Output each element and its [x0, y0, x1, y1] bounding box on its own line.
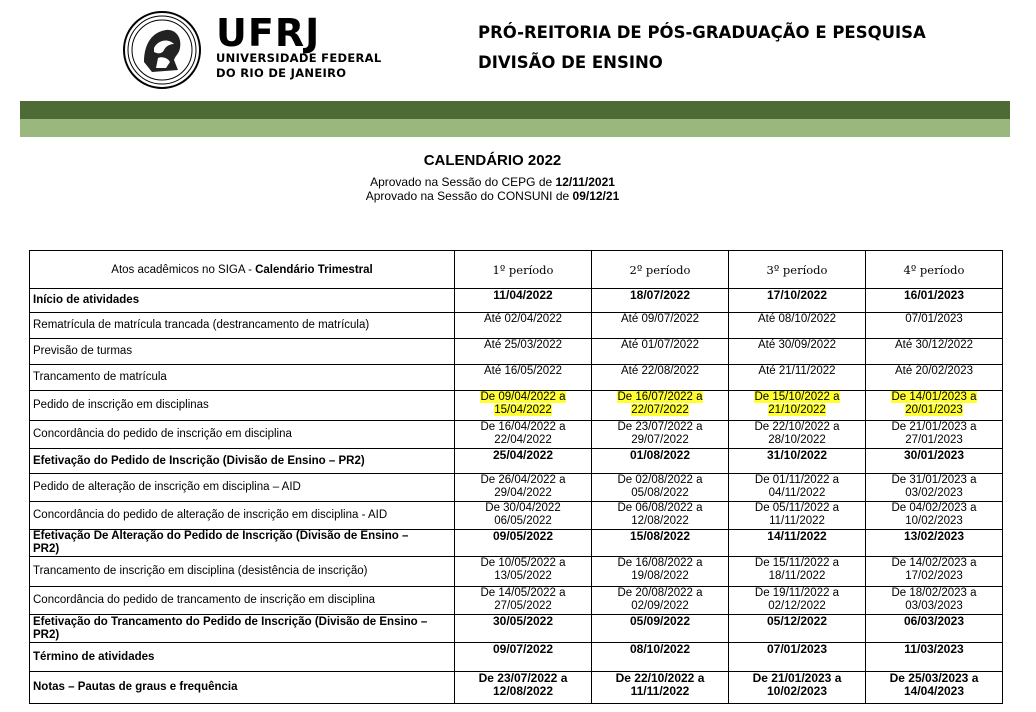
date-cell-period-3: 14/11/2022 — [729, 530, 866, 557]
date-cell-period-2: Até 09/07/2022 — [592, 313, 729, 339]
row-label: Concordância do pedido de inscrição em disciplina — [30, 421, 455, 449]
table-row — [30, 474, 1003, 502]
date-cell-period-4: 13/02/2023 — [866, 530, 1003, 557]
brand-subtitle-line2: DO RIO DE JANEIRO — [216, 66, 347, 80]
row-label: Concordância do pedido de trancamento de inscrição em disciplina — [30, 587, 455, 615]
table-row — [30, 339, 1003, 365]
date-cell-period-3: Até 21/11/2022 — [729, 365, 866, 391]
header-period-4: 4º período — [866, 251, 1003, 289]
department-heading — [478, 18, 926, 78]
row-label: Término de atividades — [30, 643, 455, 672]
date-cell-period-3: Até 08/10/2022 — [729, 313, 866, 339]
row-label: Rematrícula de matrícula trancada (destrancamento de matrícula) — [30, 313, 455, 339]
date-cell-period-1: De 16/04/2022 a 22/04/2022 — [455, 421, 592, 449]
brand-subtitle-line1: UNIVERSIDADE FEDERAL — [216, 51, 382, 65]
approval-cepg-text: Aprovado na Sessão do CEPG de — [370, 175, 556, 189]
date-cell-period-2: Até 22/08/2022 — [592, 365, 729, 391]
date-cell-period-4: De 14/02/2023 a 17/02/2023 — [866, 557, 1003, 587]
date-cell-period-3: 05/12/2022 — [729, 615, 866, 643]
date-cell-period-2: 01/08/2022 — [592, 449, 729, 474]
row-label: Notas – Pautas de graus e frequência — [30, 672, 455, 704]
date-cell-period-3: 31/10/2022 — [729, 449, 866, 474]
header-band-light — [20, 119, 1010, 137]
date-cell-period-3: Até 30/09/2022 — [729, 339, 866, 365]
date-cell-period-3 — [729, 391, 866, 421]
approval-consuni-text: Aprovado na Sessão do CONSUNI de — [365, 189, 573, 203]
date-cell-period-1: De 30/04/2022 06/05/2022 — [455, 502, 592, 530]
date-cell-period-3: De 19/11/2022 a 02/12/2022 — [729, 587, 866, 615]
date-cell-period-1: 09/07/2022 — [455, 643, 592, 672]
date-cell-period-4: 11/03/2023 — [866, 643, 1003, 672]
date-cell-period-4: De 18/02/2023 a 03/03/2023 — [866, 587, 1003, 615]
date-cell-period-3: 17/10/2022 — [729, 289, 866, 313]
highlighted-date-range: De 09/04/2022 a 15/04/2022 — [480, 391, 566, 416]
brand-block — [216, 11, 382, 80]
table-row — [30, 615, 1003, 643]
ufrj-seal-logo — [122, 10, 202, 90]
date-cell-period-2: 08/10/2022 — [592, 643, 729, 672]
header-period-3: 3º período — [729, 251, 866, 289]
row-label: Previsão de turmas — [30, 339, 455, 365]
table-header-row — [30, 251, 1003, 289]
calendar-table — [29, 250, 1003, 704]
date-cell-period-3: De 21/01/2023 a 10/02/2023 — [729, 672, 866, 704]
date-cell-period-2: 05/09/2022 — [592, 615, 729, 643]
table-row — [30, 365, 1003, 391]
header-acts-bold: Calendário Trimestral — [255, 263, 373, 276]
date-cell-period-4: 30/01/2023 — [866, 449, 1003, 474]
row-label: Início de atividades — [30, 289, 455, 313]
date-cell-period-2: De 06/08/2022 a 12/08/2022 — [592, 502, 729, 530]
highlighted-date-range: De 16/07/2022 a 22/07/2022 — [617, 391, 703, 416]
approval-consuni-date: 09/12/21 — [572, 189, 620, 203]
header-acts-cell — [30, 251, 455, 289]
date-cell-period-1: 25/04/2022 — [455, 449, 592, 474]
table-row — [30, 502, 1003, 530]
highlighted-date-range: De 14/01/2023 a 20/01/2023 — [891, 391, 977, 416]
date-cell-period-3: 07/01/2023 — [729, 643, 866, 672]
date-cell-period-2: 18/07/2022 — [592, 289, 729, 313]
date-cell-period-4: De 31/01/2023 a 03/02/2023 — [866, 474, 1003, 502]
department-line1: PRÓ-REITORIA DE PÓS-GRADUAÇÃO E PESQUISA — [478, 23, 926, 42]
date-cell-period-1: De 14/05/2022 a 27/05/2022 — [455, 587, 592, 615]
date-cell-period-4: Até 20/02/2023 — [866, 365, 1003, 391]
date-cell-period-2: De 22/10/2022 a 11/11/2022 — [592, 672, 729, 704]
date-cell-period-3: De 15/11/2022 a 18/11/2022 — [729, 557, 866, 587]
table-row — [30, 313, 1003, 339]
table-row — [30, 557, 1003, 587]
row-label: Efetivação do Pedido de Inscrição (Divisão de Ensino – PR2) — [30, 449, 455, 474]
header-period-1: 1º período — [455, 251, 592, 289]
header-band-dark — [20, 101, 1010, 119]
date-cell-period-4: De 04/02/2023 a 10/02/2023 — [866, 502, 1003, 530]
table-row — [30, 672, 1003, 704]
date-cell-period-4: Até 30/12/2022 — [866, 339, 1003, 365]
date-cell-period-1: Até 16/05/2022 — [455, 365, 592, 391]
approval-cepg-date: 12/11/2021 — [555, 175, 615, 189]
date-cell-period-4 — [866, 391, 1003, 421]
row-label: Concordância do pedido de alteração de inscrição em disciplina - AID — [30, 502, 455, 530]
table-row — [30, 391, 1003, 421]
table-row — [30, 530, 1003, 557]
header-period-2: 2º período — [592, 251, 729, 289]
date-cell-period-4: De 25/03/2023 a 14/04/2023 — [866, 672, 1003, 704]
date-cell-period-1: 11/04/2022 — [455, 289, 592, 313]
date-cell-period-4: 16/01/2023 — [866, 289, 1003, 313]
date-cell-period-1: De 26/04/2022 a 29/04/2022 — [455, 474, 592, 502]
date-cell-period-3: De 01/11/2022 a 04/11/2022 — [729, 474, 866, 502]
row-label: Pedido de alteração de inscrição em disciplina – AID — [30, 474, 455, 502]
date-cell-period-1: De 23/07/2022 a 12/08/2022 — [455, 672, 592, 704]
highlighted-date-range: De 15/10/2022 a 21/10/2022 — [754, 391, 840, 416]
date-cell-period-2: De 20/08/2022 a 02/09/2022 — [592, 587, 729, 615]
row-label: Efetivação De Alteração do Pedido de Inscrição (Divisão de Ensino – PR2) — [30, 530, 455, 557]
brand-name: UFRJ — [216, 11, 321, 55]
table-row — [30, 289, 1003, 313]
date-cell-period-3: De 22/10/2022 a 28/10/2022 — [729, 421, 866, 449]
approval-line-cepg — [0, 175, 985, 189]
date-cell-period-2 — [592, 391, 729, 421]
date-cell-period-2: De 23/07/2022 a 29/07/2022 — [592, 421, 729, 449]
table-row — [30, 643, 1003, 672]
header-acts-prefix: Atos acadêmicos no SIGA - — [111, 263, 256, 276]
date-cell-period-1: 09/05/2022 — [455, 530, 592, 557]
department-line2: DIVISÃO DE ENSINO — [478, 53, 663, 72]
date-cell-period-2: 15/08/2022 — [592, 530, 729, 557]
table-row — [30, 449, 1003, 474]
approval-line-consuni — [0, 189, 985, 203]
row-label: Efetivação do Trancamento do Pedido de Inscrição (Divisão de Ensino – PR2) — [30, 615, 455, 643]
date-cell-period-4: 06/03/2023 — [866, 615, 1003, 643]
row-label: Pedido de inscrição em disciplinas — [30, 391, 455, 421]
date-cell-period-2: De 16/08/2022 a 19/08/2022 — [592, 557, 729, 587]
date-cell-period-3: De 05/11/2022 a 11/11/2022 — [729, 502, 866, 530]
date-cell-period-1 — [455, 391, 592, 421]
date-cell-period-4: De 21/01/2023 a 27/01/2023 — [866, 421, 1003, 449]
date-cell-period-2: De 02/08/2022 a 05/08/2022 — [592, 474, 729, 502]
date-cell-period-1: Até 02/04/2022 — [455, 313, 592, 339]
date-cell-period-1: 30/05/2022 — [455, 615, 592, 643]
date-cell-period-1: Até 25/03/2022 — [455, 339, 592, 365]
row-label: Trancamento de inscrição em disciplina (desistência de inscrição) — [30, 557, 455, 587]
table-row — [30, 421, 1003, 449]
row-label: Trancamento de matrícula — [30, 365, 455, 391]
calendar-title: CALENDÁRIO 2022 — [423, 152, 562, 169]
table-row — [30, 587, 1003, 615]
calendar-body — [30, 289, 1003, 704]
date-cell-period-2: Até 01/07/2022 — [592, 339, 729, 365]
date-cell-period-4: 07/01/2023 — [866, 313, 1003, 339]
date-cell-period-1: De 10/05/2022 a 13/05/2022 — [455, 557, 592, 587]
